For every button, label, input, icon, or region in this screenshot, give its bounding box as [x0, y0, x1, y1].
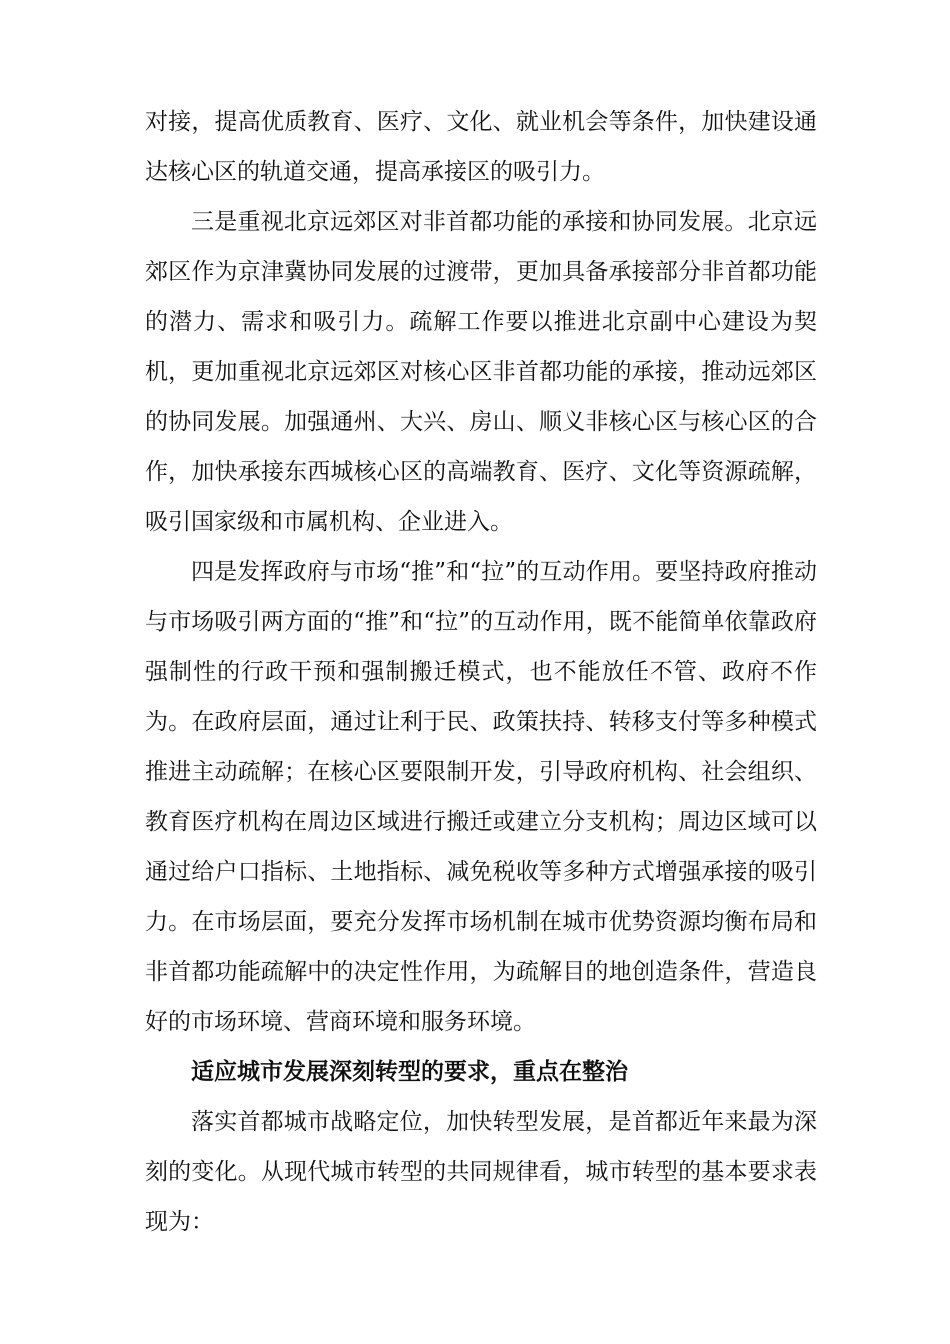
- paragraph-point-three: 三是重视北京远郊区对非首都功能的承接和协同发展。北京远郊区作为京津冀协同发展的过渡带，更加具备承接部分非首都功能的潜力、需求和吸引力。疏解工作要以推进北京副中心建设为契机，更加重视北京远郊区对核心区非首都功能的承接，推动远郊区的协同发展。加强通州、大兴、房山、顺义非核心区与核心区的合作，加快承接东西城核心区的高端教育、医疗、文化等资源疏解，吸引国家级和市属机构、企业进入。: [145, 209, 817, 535]
- paragraph-transformation: 落实首都城市战略定位，加快转型发展，是首都近年来最为深刻的变化。从现代城市转型的共同规律看，城市转型的基本要求表现为：: [145, 1109, 817, 1235]
- document-body: [145, 97, 817, 1247]
- paragraph-continuation: 对接，提高优质教育、医疗、文化、就业机会等条件，加快建设通达核心区的轨道交通，提高承接区的吸引力。: [145, 109, 817, 185]
- section-heading: 适应城市发展深刻转型的要求，重点在整治: [191, 1058, 628, 1085]
- paragraph-point-four: 四是发挥政府与市场“推”和“拉”的互动作用。要坚持政府推动与市场吸引两方面的“推”和“拉”的互动作用，既不能简单依靠政府强制性的行政干预和强制搬迁模式，也不能放任不管、政府不作为。在政府层面，通过让利于民、政策扶持、转移支付等多种模式推进主动疏解；在核心区要限制开发，引导政府机构、社会组织、教育医疗机构在周边区域进行搬迁或建立分支机构；周边区域可以通过给户口指标、土地指标、减免税收等多种方式增强承接的吸引力。在市场层面，要充分发挥市场机制在城市优势资源均衡布局和非首都功能疏解中的决定性作用，为疏解目的地创造条件，营造良好的市场环境、营商环境和服务环境。: [145, 559, 817, 1035]
